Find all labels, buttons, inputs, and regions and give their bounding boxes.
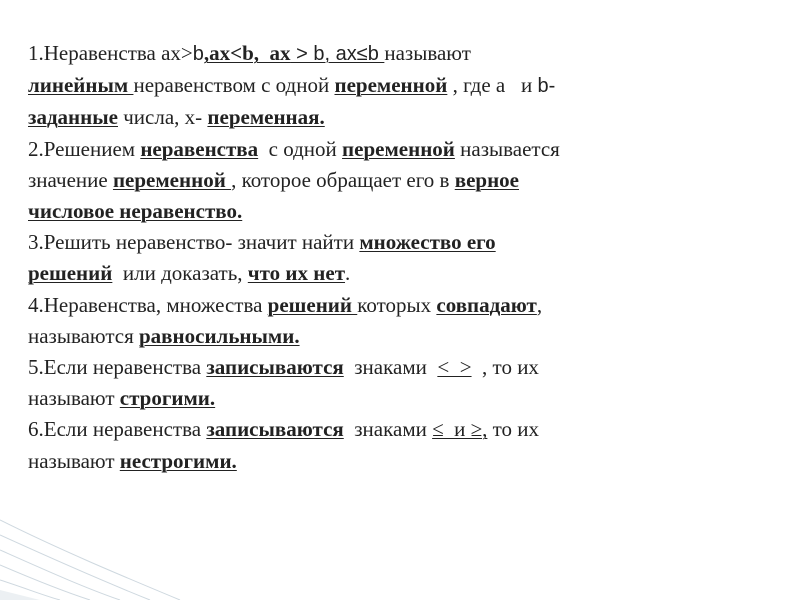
text-segment: 5.Если неравенства — [28, 355, 207, 380]
text-line — [28, 165, 748, 196]
key-term: переменной — [342, 136, 455, 161]
key-term: переменной — [112, 167, 232, 192]
text-segment: числа, х- — [117, 105, 208, 130]
text-segment: . — [345, 261, 351, 286]
key-term: линейным — [28, 73, 134, 98]
key-term: переменной — [334, 73, 448, 98]
text-line — [28, 383, 748, 414]
text-line — [28, 38, 748, 70]
text-segment: то их — [487, 417, 540, 442]
key-term: ,ax<b, ax — [203, 41, 291, 65]
text-segment: 3.Решить неравенство- значит найти — [28, 230, 360, 255]
text-line — [28, 102, 748, 133]
text-line — [28, 446, 748, 477]
key-term: множество его — [359, 230, 496, 255]
text-segment: b — [192, 43, 204, 65]
key-term: нестрогими. — [119, 448, 237, 473]
text-segment: 4.Неравенства, множества — [28, 292, 268, 317]
key-term: < > — [437, 355, 472, 380]
text-line — [28, 134, 748, 165]
text-line — [28, 258, 748, 289]
text-segment: с одной — [258, 136, 343, 161]
text-line — [28, 70, 748, 102]
key-term: заданные — [28, 105, 118, 130]
text-segment: называются — [28, 323, 139, 348]
text-line — [28, 196, 748, 227]
key-term: записываются — [206, 355, 344, 380]
key-term: что их нет — [247, 261, 346, 286]
text-segment: называют — [28, 386, 120, 411]
key-term: ≤ и ≥, — [432, 417, 488, 442]
text-segment: называют — [28, 448, 120, 473]
text-segment: знаками — [343, 355, 438, 380]
key-term: числовое неравенство. — [28, 199, 243, 224]
key-term: записываются — [206, 417, 344, 442]
key-term: верное — [454, 167, 519, 192]
key-term: решений — [28, 261, 113, 286]
decorative-corner-lines — [0, 490, 800, 600]
text-line — [28, 290, 748, 321]
text-segment: b- — [537, 75, 556, 98]
text-segment: которых — [357, 292, 437, 317]
definitions-text — [28, 38, 748, 477]
key-term: строгими. — [119, 386, 216, 411]
text-segment: или доказать, — [112, 261, 248, 286]
text-line — [28, 227, 748, 258]
text-segment: , то их — [471, 355, 539, 380]
key-term: равносильными. — [139, 323, 300, 348]
text-segment: , где а и — [447, 73, 538, 98]
text-segment: , — [536, 292, 543, 317]
text-segment: 1.Неравенства ax> — [28, 41, 193, 65]
key-term: решений — [267, 292, 358, 317]
text-segment: значение — [28, 167, 113, 192]
key-term: совпадают — [436, 292, 537, 317]
text-segment: , которое обращает его в — [231, 167, 455, 192]
text-line — [28, 414, 748, 445]
text-line — [28, 352, 748, 383]
text-segment: 6.Если неравенства — [28, 417, 207, 442]
text-segment: называется — [454, 136, 560, 161]
text-segment: 2.Решением — [28, 136, 141, 161]
key-term: > b, ax≤b — [290, 43, 385, 65]
key-term: неравенства — [140, 136, 259, 161]
text-segment: называют — [384, 41, 471, 65]
text-segment: неравенством с одной — [133, 73, 335, 98]
key-term: переменная. — [207, 105, 325, 130]
text-line — [28, 321, 748, 352]
text-segment: знаками — [343, 417, 433, 442]
